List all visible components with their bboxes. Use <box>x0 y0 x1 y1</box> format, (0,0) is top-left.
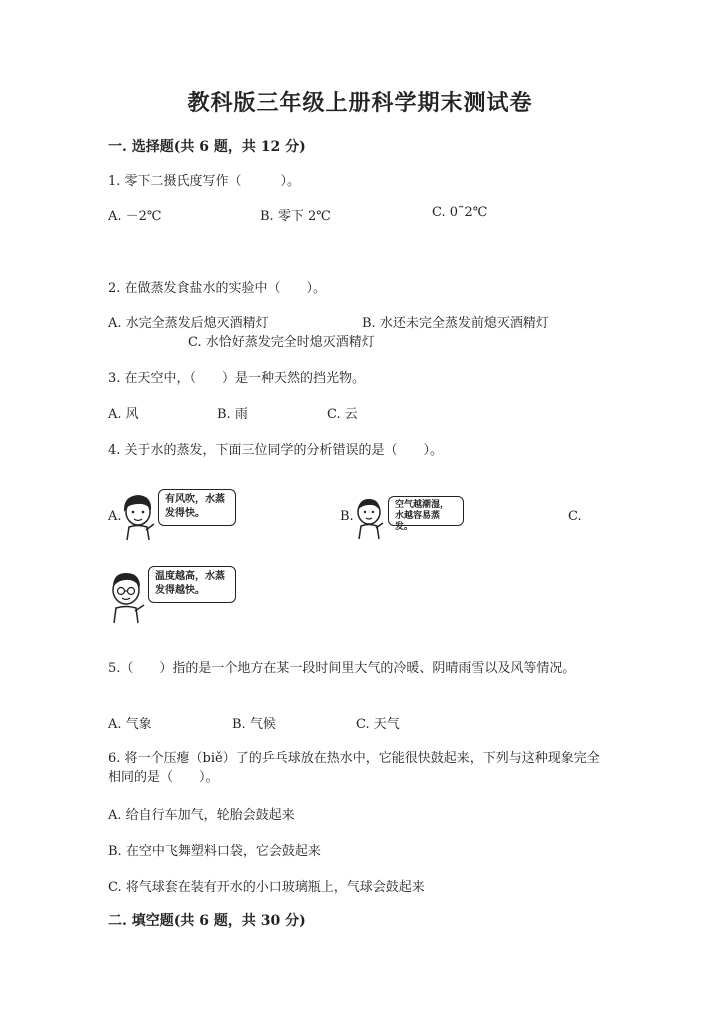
q6-option-b: B. 在空中飞舞塑料口袋，它会鼓起来 <box>108 844 321 859</box>
question-4: 4. 关于水的蒸发，下面三位同学的分析错误的是（ ）。 <box>108 443 444 458</box>
q2-option-b: B. 水还未完全蒸发前熄灭酒精灯 <box>362 316 549 331</box>
question-3: 3. 在天空中，（ ）是一种天然的挡光物。 <box>108 371 366 386</box>
q3-option-c: C. 云 <box>327 407 358 422</box>
q4-bubble-a: 有风吹，水蒸发得快。 <box>158 489 236 526</box>
q1-option-b: B. 零下 2℃ <box>260 209 331 224</box>
q4-option-c-label: C. <box>568 509 582 524</box>
page-title: 教科版三年级上册科学期末测试卷 <box>187 90 533 116</box>
q4-option-b-label: B. <box>340 509 354 524</box>
q5-option-b: B. 气候 <box>232 717 276 732</box>
q4-option-a-label: A. <box>108 509 122 524</box>
student-a-icon <box>118 490 158 542</box>
q3-option-b: B. 雨 <box>217 407 248 422</box>
question-2: 2. 在做蒸发食盐水的实验中（ ）。 <box>108 281 327 296</box>
question-1: 1. 零下二摄氏度写作（ ）。 <box>108 174 301 189</box>
q5-option-c: C. 天气 <box>356 717 400 732</box>
q6-option-c: C. 将气球套在装有开水的小口玻璃瓶上，气球会鼓起来 <box>108 880 425 895</box>
q1-option-c: C. 0˜2℃ <box>432 205 488 220</box>
q1-option-a: A. －2℃ <box>108 209 162 224</box>
student-c-icon <box>105 568 149 624</box>
q5-option-a: A. 气象 <box>108 717 152 732</box>
section-2-heading: 二. 填空题(共 6 题，共 30 分) <box>108 913 306 929</box>
q3-option-a: A. 风 <box>108 407 139 422</box>
q2-option-a: A. 水完全蒸发后熄灭酒精灯 <box>108 316 269 331</box>
question-6: 6. 将一个压瘪（biě）了的乒乓球放在热水中，它能很快鼓起来，下列与这种现象完全相同的是（ ）。 <box>108 751 600 785</box>
q6-option-a: A. 给自行车加气，轮胎会鼓起来 <box>108 808 295 823</box>
q2-option-c: C. 水恰好蒸发完全时熄灭酒精灯 <box>188 335 375 350</box>
question-5: 5.（ ）指的是一个地方在某一段时间里大气的冷暖、阴晴雨雪以及风等情况。 <box>108 661 576 676</box>
q4-bubble-b: 空气越潮湿，水越容易蒸发。 <box>388 496 464 526</box>
q4-bubble-c: 温度越高，水蒸发得越快。 <box>148 566 236 603</box>
student-b-icon <box>351 494 387 540</box>
section-1-heading: 一. 选择题(共 6 题，共 12 分) <box>108 139 306 155</box>
